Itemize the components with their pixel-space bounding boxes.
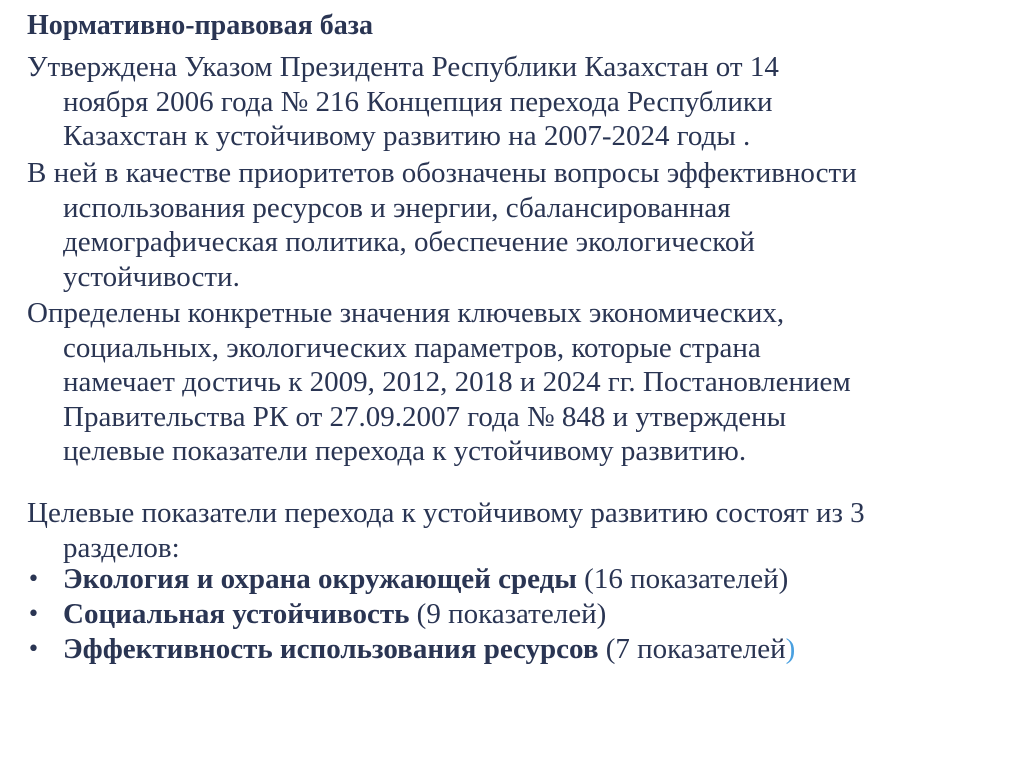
paragraph-line: Целевые показатели перехода к устойчивому развитию состоят из 3 bbox=[27, 497, 865, 529]
paragraph-sections-intro bbox=[27, 496, 1017, 565]
paragraph-line: В ней в качестве приоритетов обозначены вопросы эффективности bbox=[27, 157, 857, 189]
paragraph-line: демографическая политика, обеспечение экологической bbox=[63, 226, 755, 258]
list-item-title: Эффективность использования ресурсов bbox=[63, 633, 599, 665]
list-item-title: Социальная устойчивость bbox=[63, 598, 410, 630]
bullet-marker: • bbox=[27, 602, 40, 627]
paragraph-priorities bbox=[27, 156, 1017, 294]
list-item bbox=[27, 632, 795, 667]
paragraph-line: ноября 2006 года № 216 Концепция перехода Республики bbox=[63, 85, 773, 118]
list-item-detail: (9 показателей) bbox=[409, 598, 607, 630]
paragraph-line: Определены конкретные значения ключевых экономических, bbox=[27, 297, 785, 329]
paragraph-line: использования ресурсов и энергии, сбалансированная bbox=[63, 191, 731, 224]
bullet-marker: • bbox=[27, 637, 40, 662]
paragraph-line: намечает достичь к 2009, 2012, 2018 и 2024 гг. Постановлением bbox=[63, 366, 851, 398]
paragraph-line: целевые показатели перехода к устойчивому развитию. bbox=[63, 435, 747, 467]
paragraph-line: устойчивости. bbox=[63, 260, 240, 293]
list-item-detail: (16 показателей) bbox=[576, 563, 789, 595]
list-item bbox=[27, 597, 795, 632]
paragraph-line: социальных, экологических параметров, которые страна bbox=[63, 331, 761, 364]
paragraph-decree bbox=[27, 50, 1017, 154]
paragraph-parameters bbox=[27, 296, 1017, 469]
paragraph-line: Правительства РК от 27.09.2007 года № 848 и утверждены bbox=[63, 400, 787, 433]
paragraph-line: Казахстан к устойчивому развитию на 2007-2024 годы . bbox=[63, 120, 751, 152]
paragraph-line: разделов: bbox=[63, 531, 180, 564]
bullet-marker: • bbox=[27, 567, 40, 592]
list-item bbox=[27, 562, 795, 597]
list-item-detail: (7 показателей bbox=[598, 633, 786, 665]
paragraph-line: Утверждена Указом Президента Республики Казахстан от 14 bbox=[27, 51, 779, 83]
list-item-title: Экология и охрана окружающей среды bbox=[63, 563, 577, 595]
sections-list bbox=[27, 562, 795, 667]
slide-heading: Нормативно-правовая база bbox=[27, 10, 374, 41]
list-item-closing-paren: ) bbox=[785, 633, 796, 665]
